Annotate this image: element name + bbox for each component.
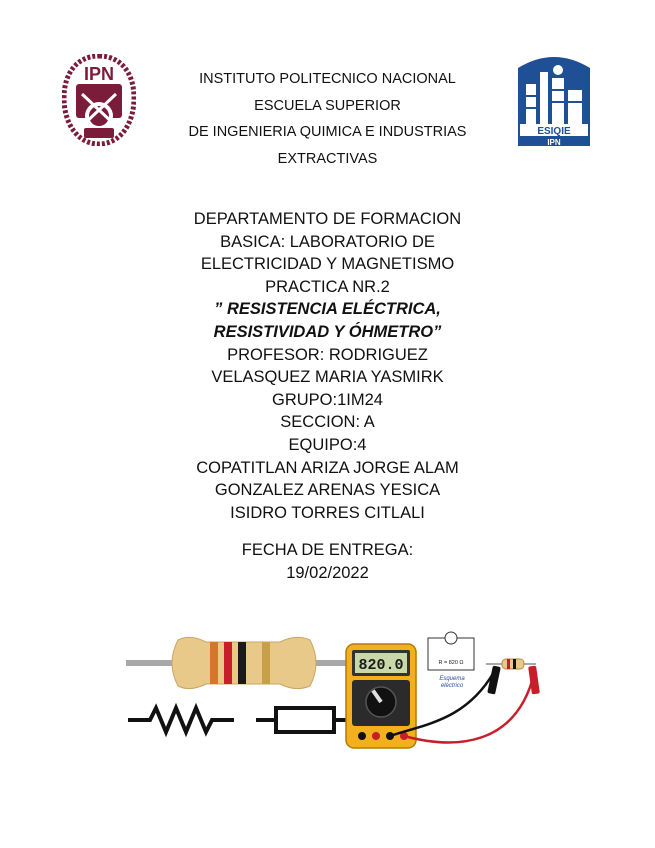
header-line: INSTITUTO POLITECNICO NACIONAL <box>199 71 456 87</box>
schematic-label: R = 820 Ω <box>438 660 464 666</box>
multimeter-reading: 820.0 <box>358 657 404 674</box>
esiqie-logo <box>514 50 594 150</box>
delivery-label: FECHA DE ENTREGA: <box>241 541 414 560</box>
resistor-symbol-zigzag <box>128 708 234 732</box>
member-name: GONZALEZ ARENAS YESICA <box>214 481 441 500</box>
team: EQUIPO:4 <box>288 435 367 454</box>
esiqie-logo-brand: ESIQIE <box>537 126 571 137</box>
header-line: ESCUELA SUPERIOR <box>254 97 401 114</box>
color-band-gold <box>262 642 270 684</box>
multimeter-jack <box>358 732 366 740</box>
color-band-red <box>224 642 232 684</box>
member-name: COPATITLAN ARIZA JORGE ALAM <box>196 458 459 477</box>
esiqie-logo-ipn: IPN <box>547 138 561 147</box>
color-band-orange <box>210 642 218 684</box>
resistor-symbol-box <box>276 708 334 732</box>
member-name: ISIDRO TORRES CITLALI <box>230 503 425 522</box>
practice-title: ” RESISTENCIA ELÉCTRICA, <box>214 300 441 319</box>
professor-line: PROFESOR: RODRIGUEZ <box>227 345 428 364</box>
department-line: ELECTRICIDAD Y MAGNETISMO <box>200 255 455 274</box>
multimeter-jack <box>372 732 380 740</box>
institution-header <box>150 66 505 172</box>
resistance-illustration <box>126 628 546 750</box>
cover-body <box>150 208 505 585</box>
schematic-ohmmeter-symbol <box>445 632 457 644</box>
department-line: BASICA: LABORATORIO DE <box>220 232 435 251</box>
practice-title: RESISTIVIDAD Y ÓHMETRO” <box>213 322 442 341</box>
schematic-caption: eléctrico <box>440 683 464 689</box>
header-line: DE INGENIERIA QUIMICA E INDUSTRIAS <box>188 124 467 140</box>
group: GRUPO:1IM24 <box>272 390 383 409</box>
delivery-date: 19/02/2022 <box>286 563 369 582</box>
ipn-logo <box>62 54 136 146</box>
test-resistor-band <box>507 659 510 669</box>
practice-number: PRACTICA NR.2 <box>265 277 390 296</box>
section: SECCION: A <box>280 413 375 432</box>
professor-line: VELASQUEZ MARIA YASMIRK <box>211 368 444 387</box>
probe-wire-red <box>404 674 534 742</box>
color-band-black <box>238 642 246 684</box>
ipn-logo-text: IPN <box>83 64 115 84</box>
schematic-caption: Esquema <box>439 676 465 682</box>
header-line: EXTRACTIVAS <box>277 150 378 167</box>
department-line: DEPARTAMENTO DE FORMACION <box>193 210 462 228</box>
test-resistor-band <box>513 659 516 669</box>
